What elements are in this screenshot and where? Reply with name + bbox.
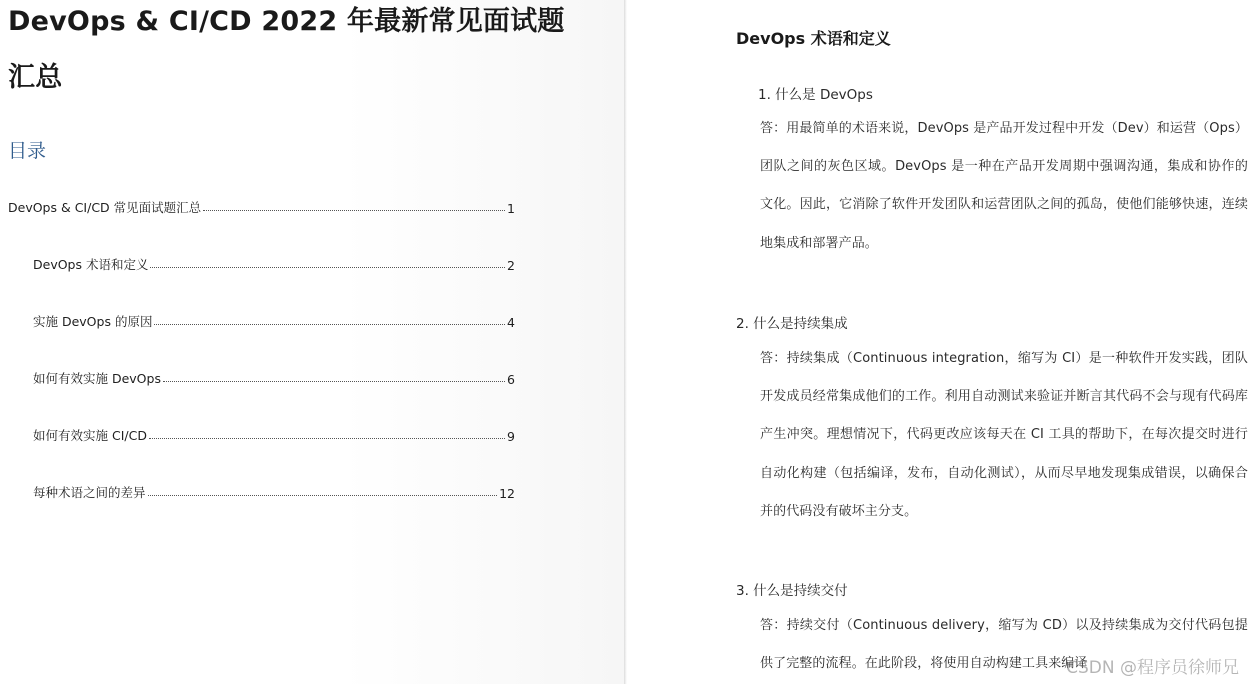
section-heading: DevOps 术语和定义 bbox=[736, 29, 891, 48]
toc-entry-text: 实施 DevOps 的原因 bbox=[33, 314, 153, 329]
toc-leader-dots bbox=[149, 438, 505, 439]
toc-entry-page: 1 bbox=[507, 201, 515, 216]
toc-entry-page: 2 bbox=[507, 258, 515, 273]
answer-paragraph: 答：持续交付（Continuous delivery，缩写为 CD）以及持续集成为交付代码包提供了完整的流程。在此阶段，将使用自动构建工具来编译 bbox=[760, 618, 1248, 672]
toc-entry-page: 9 bbox=[507, 429, 515, 444]
toc-entry[interactable] bbox=[0, 194, 515, 216]
toc-entry-page: 6 bbox=[507, 372, 515, 387]
toc-entry-page: 12 bbox=[499, 486, 515, 501]
toc-entry[interactable] bbox=[0, 251, 515, 273]
toc-leader-dots bbox=[154, 324, 505, 325]
question-title: 1. 什么是 DevOps bbox=[758, 87, 873, 103]
toc-entry[interactable] bbox=[0, 365, 515, 387]
toc-entry-page: 4 bbox=[507, 315, 515, 330]
toc-leader-dots bbox=[163, 381, 505, 382]
question-title: 3. 什么是持续交付 bbox=[736, 583, 848, 599]
answer-paragraph: 答：持续集成（Continuous integration，缩写为 CI）是一种软件开发实践，团队开发成员经常集成他们的工作。利用自动测试来验证并断言其代码不会与现有代码库产生冲突。理想情况下，代码更改应该每天在 CI 工具的帮助下，在每次提交时进行自动化构建（包括编译，发布，自动化测试），从而尽早地发现集成错误，以确保合并的代码没有破坏主分支。 bbox=[760, 351, 1248, 519]
toc-leader-dots bbox=[203, 210, 505, 211]
toc-leader-dots bbox=[148, 495, 498, 496]
toc-entry-text: DevOps 术语和定义 bbox=[33, 257, 149, 272]
csdn-watermark: CSDN @程序员徐师兄 bbox=[1066, 658, 1239, 678]
toc-entry[interactable] bbox=[0, 308, 515, 330]
document-title: DevOps & CI/CD 2022 年最新常见面试题汇总 bbox=[8, 6, 565, 93]
toc-entry-text: 如何有效实施 DevOps bbox=[33, 371, 161, 386]
toc-heading: 目录 bbox=[8, 140, 47, 162]
answer-paragraph: 答：用最简单的术语来说，DevOps 是产品开发过程中开发（Dev）和运营（Ops）团队之间的灰色区域。DevOps 是一种在产品开发周期中强调沟通，集成和协作的文化。因此，它消除了软件开发团队和运营团队之间的孤岛，使他们能够快速，连续地集成和部署产品。 bbox=[760, 121, 1248, 251]
toc-entry[interactable] bbox=[0, 479, 515, 501]
right-page bbox=[627, 0, 1259, 684]
toc-entry-text: 如何有效实施 CI/CD bbox=[33, 428, 147, 443]
left-page bbox=[0, 0, 624, 684]
question-title: 2. 什么是持续集成 bbox=[736, 316, 848, 332]
toc-entry-text: 每种术语之间的差异 bbox=[33, 485, 146, 500]
toc-leader-dots bbox=[150, 267, 505, 268]
toc-entry-text: DevOps & CI/CD 常见面试题汇总 bbox=[8, 200, 202, 215]
toc-entry[interactable] bbox=[0, 422, 515, 444]
